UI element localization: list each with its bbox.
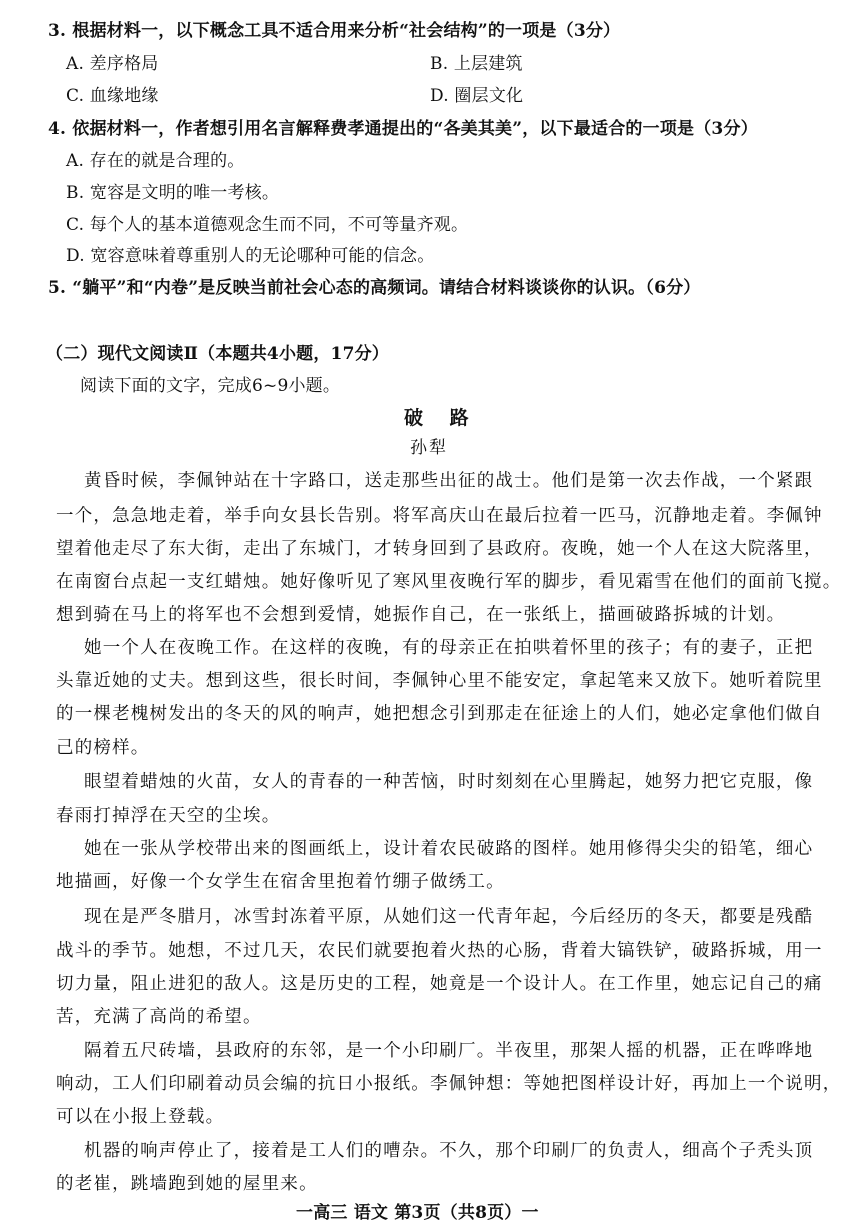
question-4-stem: 4. 依据材料一，作者想引用名言解释费孝通提出的“各美其美”，以下最适合的一项是（3分） (48, 119, 758, 139)
question-4-option-d: D. 宽容意味着尊重别人的无论哪种可能的信念。 (66, 246, 435, 266)
article-line: 响动，工人们印刷着动员会编的抗日小报纸。李佩钟想：等她把图样设计好，再加上一个说明， (56, 1074, 842, 1094)
section-heading: （二）现代文阅读Ⅱ（本题共4小题，17分） (46, 344, 390, 364)
article-author: 孙犁 (410, 438, 448, 458)
article-line: 己的榜样。 (56, 738, 150, 758)
article-line: 切力量，阻止进犯的敌人。这是历史的工程，她竟是一个设计人。在工作里，她忘记自己的痛 (56, 974, 823, 994)
question-3-stem: 3. 根据材料一，以下概念工具不适合用来分析“社会结构”的一项是（3分） (48, 21, 621, 41)
article-line: 在南窗台点起一支红蜡烛。她好像听见了寒风里夜晚行军的脚步，看见霜雪在他们的面前飞搅。 (56, 572, 842, 592)
article-line: 望着他走尽了东大街，走出了东城门，才转身回到了县政府。夜晚，她一个人在这大院落里， (56, 539, 823, 559)
question-4-option-a: A. 存在的就是合理的。 (66, 151, 245, 171)
article-line: 现在是严冬腊月，冰雪封冻着平原，从她们这一代青年起，今后经历的冬天，都要是残酷 (84, 907, 814, 927)
article-line: 想到骑在马上的将军也不会想到爱情，她振作自己，在一张纸上，描画破路拆城的计划。 (56, 605, 786, 625)
article-line: 眼望着蜡烛的火苗，女人的青春的一种苦恼，时时刻刻在心里腾起，她努力把它克服，像 (84, 772, 814, 792)
article-line: 可以在小报上登载。 (56, 1107, 225, 1127)
article-title: 破 路 (404, 407, 479, 429)
article-line: 的一棵老槐树发出的冬天的风的响声，她把想念引到那走在征途上的人们，她必定拿他们做自 (56, 704, 823, 724)
article-line: 一个，急急地走着，举手向女县长告别。将军高庆山在最后拉着一匹马，沉静地走着。李佩钟 (56, 506, 823, 526)
article-line: 头靠近她的丈夫。想到这些，很长时间，李佩钟心里不能安定，拿起笔来又放下。她听着院里 (56, 671, 823, 691)
article-line: 的老崔，跳墙跑到她的屋里来。 (56, 1174, 318, 1194)
question-4-option-c: C. 每个人的基本道德观念生而不同，不可等量齐观。 (66, 215, 469, 235)
question-4-option-b: B. 宽容是文明的唯一考核。 (66, 183, 280, 203)
question-3-option-c: C. 血缘地缘 (66, 86, 159, 106)
page-footer: 一高三 语文 第3页（共8页）一 (296, 1203, 539, 1223)
article-line: 苦，充满了高尚的希望。 (56, 1007, 262, 1027)
article-line: 机器的响声停止了，接着是工人们的嘈杂。不久，那个印刷厂的负责人，细高个子秃头顶 (84, 1141, 814, 1161)
article-line: 春雨打掉浮在天空的尘埃。 (56, 806, 281, 826)
article-line: 她一个人在夜晚工作。在这样的夜晚，有的母亲正在拍哄着怀里的孩子；有的妻子，正把 (84, 638, 814, 658)
question-3-option-b: B. 上层建筑 (430, 54, 523, 74)
article-line: 地描画，好像一个女学生在宿舍里抱着竹绷子做绣工。 (56, 872, 505, 892)
question-3-option-a: A. 差序格局 (66, 54, 159, 74)
article-line: 隔着五尺砖墙，县政府的东邻，是一个小印刷厂。半夜里，那架人摇的机器，正在哗哗地 (84, 1041, 814, 1061)
section-instruction: 阅读下面的文字，完成6~9小题。 (80, 376, 341, 396)
question-5-stem: 5. “躺平”和“内卷”是反映当前社会心态的高频词。请结合材料谈谈你的认识。（6分） (48, 278, 701, 298)
question-3-option-d: D. 圈层文化 (430, 86, 524, 106)
article-line: 她在一张从学校带出来的图画纸上，设计着农民破路的图样。她用修得尖尖的铅笔，细心 (84, 839, 814, 859)
article-line: 战斗的季节。她想，不过几天，农民们就要抱着火热的心肠，背着大镐铁铲，破路拆城，用一 (56, 941, 823, 961)
article-line: 黄昏时候，李佩钟站在十字路口，送走那些出征的战士。他们是第一次去作战，一个紧跟 (84, 471, 814, 491)
